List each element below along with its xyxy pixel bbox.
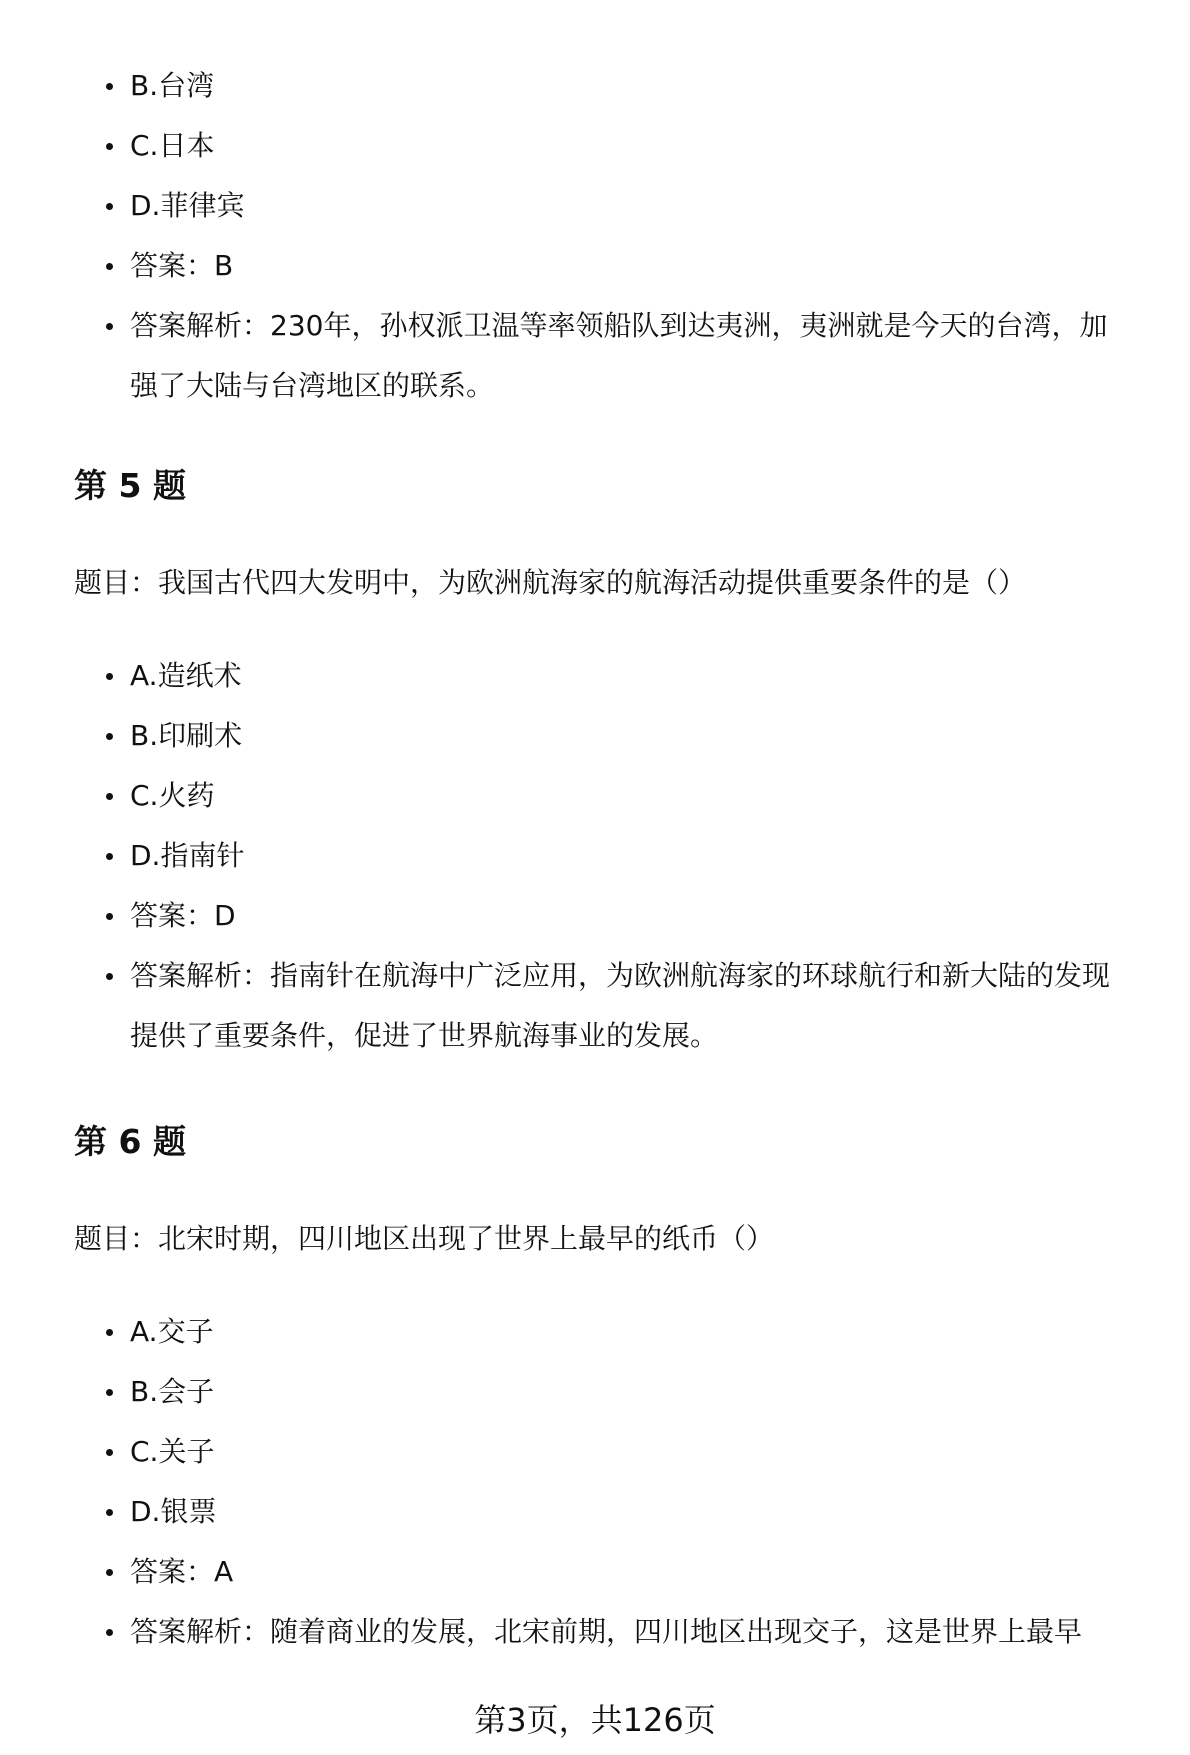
answer-explanation: 答案解析：随着商业的发展，北宋前期，四川地区出现交子，这是世界上最早 (130, 1602, 1130, 1662)
option-d: D.菲律宾 (130, 176, 1130, 236)
answer: 答案：B (130, 236, 1130, 296)
q4-options-list (130, 56, 1130, 416)
answer: 答案：A (130, 1542, 1130, 1602)
option-b: B.会子 (130, 1362, 1130, 1422)
page-number-footer: 第3页，共126页 (474, 1701, 716, 1739)
option-a: A.交子 (130, 1302, 1130, 1362)
option-a: A.造纸术 (130, 646, 1130, 706)
answer-explanation: 答案解析：指南针在航海中广泛应用，为欧洲航海家的环球航行和新大陆的发现提供了重要条件，促进了世界航海事业的发展。 (130, 946, 1130, 1066)
question-5-stem: 题目：我国古代四大发明中，为欧洲航海家的航海活动提供重要条件的是（） (74, 566, 1027, 599)
option-c: C.关子 (130, 1422, 1130, 1482)
q6-options-list (130, 1302, 1130, 1662)
option-c: C.日本 (130, 116, 1130, 176)
option-b: B.印刷术 (130, 706, 1130, 766)
question-6-stem: 题目：北宋时期，四川地区出现了世界上最早的纸币（） (74, 1222, 775, 1255)
answer-explanation: 答案解析：230年，孙权派卫温等率领船队到达夷洲，夷洲就是今天的台湾，加强了大陆与台湾地区的联系。 (130, 296, 1130, 416)
option-d: D.银票 (130, 1482, 1130, 1542)
question-5-heading: 第 5 题 (74, 466, 186, 505)
q5-options-list (130, 646, 1130, 1066)
option-d: D.指南针 (130, 826, 1130, 886)
option-c: C.火药 (130, 766, 1130, 826)
question-6-heading: 第 6 题 (74, 1122, 186, 1161)
answer: 答案：D (130, 886, 1130, 946)
option-b: B.台湾 (130, 56, 1130, 116)
